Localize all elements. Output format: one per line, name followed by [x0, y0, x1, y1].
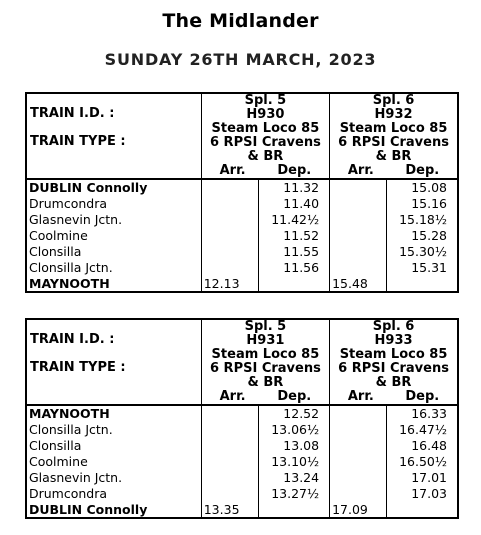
departure-time-train-1: 11.40 [258, 196, 329, 212]
departure-time-train-1 [258, 502, 329, 518]
train-type-line: 6 RPSI Cravens [338, 361, 449, 376]
timetable-row [26, 179, 458, 196]
train-type-line: 6 RPSI Cravens [209, 361, 321, 376]
station-name: Glasnevin Jctn. [26, 212, 201, 228]
timetable-return [25, 318, 459, 519]
train-type-line: Steam Loco 85 [211, 347, 320, 362]
timetable-body [26, 179, 458, 292]
train-id-label: TRAIN I.D. : [30, 106, 115, 121]
departure-time-train-2: 16.33 [387, 405, 458, 422]
document-title: The Midlander [162, 10, 319, 32]
arrival-time-train-1 [201, 486, 258, 502]
station-name: Clonsilla Jctn. [26, 422, 201, 438]
timetable-row [26, 438, 458, 454]
train-type-label: TRAIN TYPE : [30, 360, 126, 375]
timetable-body [26, 405, 458, 518]
arrival-time-train-2: 15.48 [330, 276, 387, 292]
timetable-row [26, 276, 458, 292]
arr-header: Arr. [347, 163, 374, 178]
arrival-time-train-2 [330, 260, 387, 276]
arrival-time-train-1 [201, 405, 258, 422]
train-header-2 [330, 93, 458, 179]
train-id: H931 [246, 333, 285, 348]
departure-time-train-1: 13.24 [258, 470, 329, 486]
train-type-line: & BR [375, 375, 412, 390]
train-type-line: Steam Loco 85 [211, 121, 320, 136]
arrival-time-train-2 [330, 405, 387, 422]
train-type-line: 6 RPSI Cravens [209, 135, 321, 150]
arrival-time-train-1 [201, 422, 258, 438]
departure-time-train-1 [258, 276, 329, 292]
station-name: Drumcondra [26, 486, 201, 502]
departure-time-train-2: 17.03 [387, 486, 458, 502]
timetable-row [26, 502, 458, 518]
timetable-row [26, 486, 458, 502]
train-type-line: & BR [247, 375, 284, 390]
train-type-line: & BR [247, 149, 284, 164]
header-labels [26, 319, 201, 405]
arrival-time-train-2 [330, 454, 387, 470]
arrival-time-train-2 [330, 244, 387, 260]
dep-header: Dep. [277, 163, 312, 178]
arrival-time-train-1 [201, 179, 258, 196]
train-header-1 [201, 93, 329, 179]
departure-time-train-1: 11.42½ [258, 212, 329, 228]
train-special-number: Spl. 6 [372, 319, 415, 334]
station-name: Glasnevin Jctn. [26, 470, 201, 486]
arrival-time-train-2 [330, 486, 387, 502]
train-special-number: Spl. 5 [244, 319, 287, 334]
train-id: H933 [374, 333, 413, 348]
train-special-number: Spl. 6 [372, 93, 415, 108]
station-name: Drumcondra [26, 196, 201, 212]
train-special-number: Spl. 5 [244, 93, 287, 108]
timetable-row [26, 405, 458, 422]
arr-header: Arr. [347, 389, 374, 404]
arrival-time-train-1: 12.13 [201, 276, 258, 292]
departure-time-train-1: 11.56 [258, 260, 329, 276]
arrival-time-train-1 [201, 212, 258, 228]
timetable-header [26, 93, 458, 179]
station-name: Clonsilla [26, 244, 201, 260]
departure-time-train-2: 16.47½ [387, 422, 458, 438]
timetable-row [26, 244, 458, 260]
station-name: MAYNOOTH [26, 276, 201, 292]
arr-header: Arr. [219, 163, 246, 178]
departure-time-train-1: 11.55 [258, 244, 329, 260]
station-name: DUBLIN Connolly [26, 179, 201, 196]
arrival-time-train-1 [201, 260, 258, 276]
dep-header: Dep. [405, 163, 440, 178]
station-name: Clonsilla Jctn. [26, 260, 201, 276]
departure-time-train-1: 13.06½ [258, 422, 329, 438]
timetable-outbound [25, 92, 459, 293]
train-type-line: Steam Loco 85 [339, 121, 448, 136]
arrival-time-train-2: 17.09 [330, 502, 387, 518]
arrival-time-train-2 [330, 228, 387, 244]
train-id-label: TRAIN I.D. : [30, 332, 115, 347]
departure-time-train-1: 13.10½ [258, 454, 329, 470]
departure-time-train-2: 15.08 [387, 179, 458, 196]
arrival-time-train-1 [201, 244, 258, 260]
departure-time-train-2 [387, 276, 458, 292]
departure-time-train-2: 15.16 [387, 196, 458, 212]
arrival-time-train-2 [330, 212, 387, 228]
timetable-row [26, 454, 458, 470]
timetable-row [26, 260, 458, 276]
train-id: H930 [246, 107, 285, 122]
dep-header: Dep. [405, 389, 440, 404]
arrival-time-train-1: 13.35 [201, 502, 258, 518]
dep-header: Dep. [277, 389, 312, 404]
departure-time-train-1: 13.08 [258, 438, 329, 454]
arrival-time-train-1 [201, 470, 258, 486]
arrival-time-train-2 [330, 438, 387, 454]
document-date: SUNDAY 26TH MARCH, 2023 [104, 50, 377, 69]
train-id: H932 [374, 107, 413, 122]
train-type-line: Steam Loco 85 [339, 347, 448, 362]
arrival-time-train-2 [330, 196, 387, 212]
departure-time-train-2: 17.01 [387, 470, 458, 486]
station-name: DUBLIN Connolly [26, 502, 201, 518]
arrival-time-train-1 [201, 454, 258, 470]
timetable-row [26, 212, 458, 228]
departure-time-train-2: 15.31 [387, 260, 458, 276]
departure-time-train-2: 15.18½ [387, 212, 458, 228]
timetable-row [26, 470, 458, 486]
departure-time-train-1: 11.52 [258, 228, 329, 244]
arrival-time-train-2 [330, 470, 387, 486]
arrival-time-train-1 [201, 196, 258, 212]
station-name: Coolmine [26, 228, 201, 244]
departure-time-train-1: 11.32 [258, 179, 329, 196]
train-header-2 [330, 319, 458, 405]
timetable-header [26, 319, 458, 405]
departure-time-train-1: 13.27½ [258, 486, 329, 502]
station-name: MAYNOOTH [26, 405, 201, 422]
train-type-label: TRAIN TYPE : [30, 134, 126, 149]
arrival-time-train-2 [330, 179, 387, 196]
departure-time-train-1: 12.52 [258, 405, 329, 422]
header-labels [26, 93, 201, 179]
train-header-1 [201, 319, 329, 405]
timetable-row [26, 196, 458, 212]
timetable-row [26, 422, 458, 438]
departure-time-train-2: 16.48 [387, 438, 458, 454]
arrival-time-train-1 [201, 438, 258, 454]
departure-time-train-2: 15.28 [387, 228, 458, 244]
arr-header: Arr. [219, 389, 246, 404]
arrival-time-train-2 [330, 422, 387, 438]
arrival-time-train-1 [201, 228, 258, 244]
departure-time-train-2: 15.30½ [387, 244, 458, 260]
timetable-row [26, 228, 458, 244]
station-name: Coolmine [26, 454, 201, 470]
train-type-line: 6 RPSI Cravens [338, 135, 449, 150]
station-name: Clonsilla [26, 438, 201, 454]
departure-time-train-2 [387, 502, 458, 518]
departure-time-train-2: 16.50½ [387, 454, 458, 470]
train-type-line: & BR [375, 149, 412, 164]
